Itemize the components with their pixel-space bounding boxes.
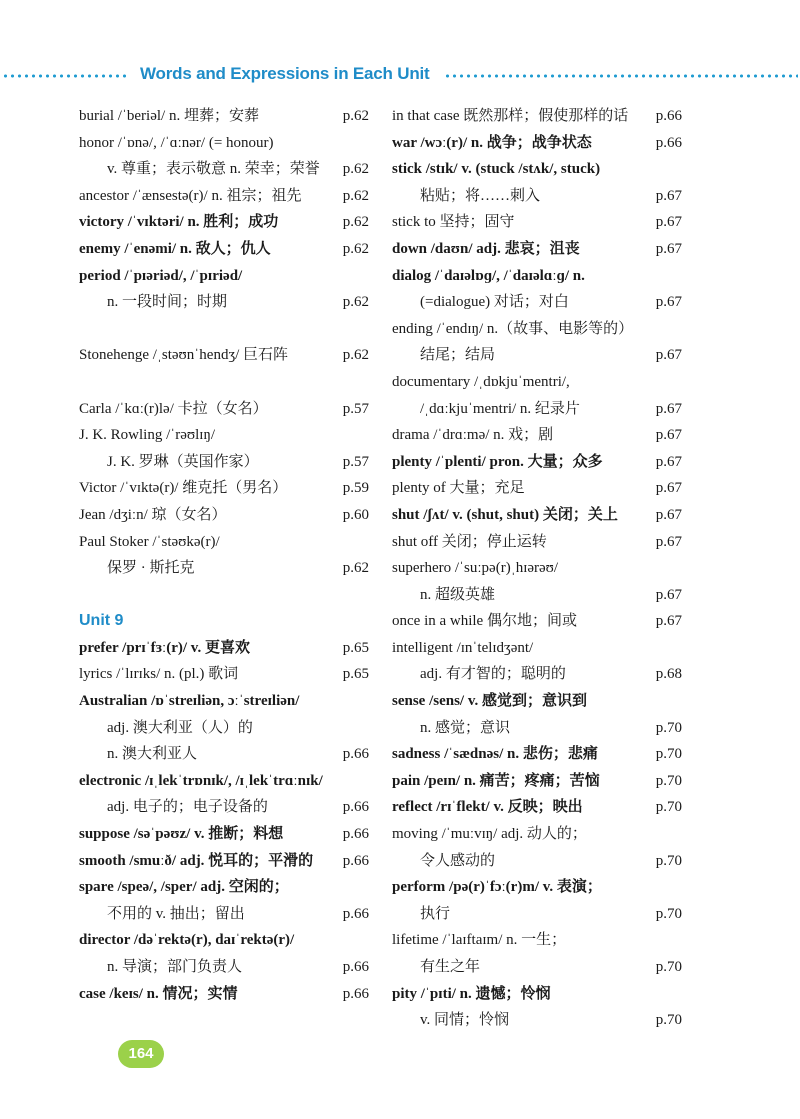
vocab-entry bbox=[79, 263, 369, 290]
entry-text: documentary /ˌdɒkjuˈmentri/, bbox=[392, 373, 570, 390]
entry-page-ref: p.70 bbox=[655, 719, 682, 736]
vocab-entry bbox=[392, 475, 682, 502]
vocab-entry bbox=[79, 768, 369, 795]
vocab-entry bbox=[392, 688, 682, 715]
entry-page-ref: p.62 bbox=[342, 108, 369, 124]
vocab-entry bbox=[79, 156, 369, 183]
entry-page-ref: p.62 bbox=[342, 161, 369, 178]
vocab-entry bbox=[392, 209, 682, 236]
entry-text: once in a while 偶尔地；间或 bbox=[392, 613, 577, 630]
entry-text: stick to 坚持；固守 bbox=[392, 214, 515, 231]
entry-page-ref: p.67 bbox=[655, 294, 682, 311]
entry-text: plenty /ˈplenti/ pron. 大量；众多 bbox=[392, 453, 603, 470]
spacer bbox=[79, 369, 369, 396]
entry-text: Jean /dʒiːn/ 琼（女名） bbox=[79, 506, 227, 523]
entry-text: Carla /ˈkɑː(r)lə/ 卡拉（女名） bbox=[79, 400, 268, 417]
vocab-entry bbox=[79, 927, 369, 954]
vocab-entry bbox=[79, 954, 369, 981]
vocab-entry bbox=[392, 156, 682, 183]
entry-page-ref: p.62 bbox=[342, 187, 369, 204]
vocab-entry bbox=[79, 103, 369, 130]
vocab-entry bbox=[392, 848, 682, 875]
entry-text: shut /ʃʌt/ v. (shut, shut) 关闭；关上 bbox=[392, 506, 618, 523]
vocab-entry bbox=[79, 848, 369, 875]
entry-text: case /keɪs/ n. 情况；实情 bbox=[79, 985, 238, 1002]
entry-text: enemy /ˈenəmi/ n. 敌人；仇人 bbox=[79, 240, 271, 257]
vocab-entry bbox=[79, 715, 369, 742]
spacer bbox=[79, 316, 369, 343]
entry-text: reflect /rɪˈflekt/ v. 反映；映出 bbox=[392, 799, 583, 816]
vocab-entry bbox=[392, 715, 682, 742]
entry-text: shut off 关闭；停止运转 bbox=[392, 533, 547, 550]
entry-text: Paul Stoker /ˈstəʊkə(r)/ bbox=[79, 533, 220, 550]
entry-text: plenty of 大量；充足 bbox=[392, 480, 525, 497]
entry-page-ref: p.66 bbox=[655, 108, 682, 124]
vocab-entry bbox=[392, 608, 682, 635]
entry-text: sadness /ˈsædnəs/ n. 悲伤；悲痛 bbox=[392, 746, 598, 763]
entry-page-ref: p.66 bbox=[342, 985, 369, 1002]
vocab-entry bbox=[392, 422, 682, 449]
entry-page-ref: p.70 bbox=[655, 746, 682, 763]
entry-page-ref: p.67 bbox=[655, 214, 682, 231]
vocab-entry bbox=[79, 130, 369, 157]
entry-text: J. K. 罗琳（英国作家） bbox=[107, 453, 259, 470]
entry-text: honor /ˈɒnə/, /ˈɑːnər/ (= honour) bbox=[79, 134, 274, 151]
vocab-entry bbox=[79, 901, 369, 928]
entry-text: drama /ˈdrɑːmə/ n. 戏；剧 bbox=[392, 427, 554, 444]
entry-text: 令人感动的 bbox=[420, 852, 496, 869]
entry-page-ref: p.70 bbox=[655, 959, 682, 975]
entry-text: victory /ˈvɪktəri/ n. 胜利；成功 bbox=[79, 214, 279, 231]
entry-page-ref: p.67 bbox=[655, 427, 682, 444]
entry-text: Stonehenge /ˌstəʊnˈhendʒ/ 巨石阵 bbox=[79, 347, 289, 364]
entry-page-ref: p.67 bbox=[655, 613, 682, 630]
entry-text: in that case 既然那样；假使那样的话 bbox=[392, 108, 629, 124]
vocab-entry bbox=[392, 502, 682, 529]
entry-page-ref: p.66 bbox=[342, 852, 369, 869]
vocab-entry bbox=[79, 661, 369, 688]
entry-text: 粘贴；将……刺入 bbox=[420, 187, 541, 204]
entry-text: sense /sens/ v. 感觉到；意识到 bbox=[392, 693, 588, 710]
entry-page-ref: p.62 bbox=[342, 294, 369, 311]
entry-page-ref: p.62 bbox=[342, 240, 369, 257]
entry-text: n. 超级英雄 bbox=[420, 586, 496, 603]
vocab-entry bbox=[79, 236, 369, 263]
entry-page-ref: p.70 bbox=[655, 905, 682, 922]
entry-text: v. 尊重；表示敬意 n. 荣幸；荣誉 bbox=[107, 161, 320, 178]
page-header bbox=[0, 62, 800, 90]
header-dots-left bbox=[2, 74, 130, 78]
vocab-entry bbox=[79, 794, 369, 821]
vocab-entry bbox=[392, 449, 682, 476]
vocab-entry bbox=[392, 821, 682, 848]
entry-text: director /dəˈrektə(r), daɪˈrektə(r)/ bbox=[79, 932, 295, 949]
entry-text: pity /ˈpɪti/ n. 遗憾；怜悯 bbox=[392, 985, 551, 1002]
entry-page-ref: p.57 bbox=[342, 400, 369, 417]
entry-page-ref: p.67 bbox=[655, 480, 682, 497]
vocab-entry bbox=[392, 741, 682, 768]
entry-text: stick /stɪk/ v. (stuck /stʌk/, stuck) bbox=[392, 161, 601, 178]
entry-page-ref: p.62 bbox=[342, 214, 369, 231]
vocab-entry bbox=[392, 1007, 682, 1034]
vocab-entry bbox=[392, 661, 682, 688]
entry-page-ref: p.66 bbox=[342, 959, 369, 975]
entry-text: superhero /ˈsuːpə(r)ˌhɪərəʊ/ bbox=[392, 560, 559, 577]
entry-page-ref: p.67 bbox=[655, 240, 682, 257]
vocab-entry bbox=[392, 954, 682, 981]
entry-page-ref: p.67 bbox=[655, 400, 682, 417]
vocab-entry bbox=[392, 981, 682, 1008]
entry-text: n. 感觉；意识 bbox=[420, 719, 511, 736]
vocab-entry bbox=[392, 582, 682, 609]
vocab-entry bbox=[79, 209, 369, 236]
entry-text: smooth /smuːð/ adj. 悦耳的；平滑的 bbox=[79, 852, 314, 869]
vocab-entry bbox=[392, 263, 682, 290]
entry-page-ref: p.59 bbox=[342, 480, 369, 497]
entry-text: /ˌdɑːkjuˈmentri/ n. 纪录片 bbox=[420, 400, 580, 417]
entry-page-ref: p.60 bbox=[342, 506, 369, 523]
entry-page-ref: p.68 bbox=[655, 666, 682, 683]
entry-page-ref: p.62 bbox=[342, 560, 369, 577]
header-dots-right bbox=[444, 74, 798, 78]
header-title: Words and Expressions in Each Unit bbox=[140, 64, 430, 83]
entry-text: 结尾；结局 bbox=[420, 347, 496, 364]
entry-text: 执行 bbox=[420, 905, 451, 922]
entry-text: J. K. Rowling /ˈrəʊlɪŋ/ bbox=[79, 427, 216, 444]
vocab-entry bbox=[79, 555, 369, 582]
entry-text: dialog /ˈdaɪəlɒɡ/, /ˈdaɪəlɑːɡ/ n. bbox=[392, 267, 585, 284]
entry-text: v. 同情；怜悯 bbox=[420, 1012, 510, 1029]
entry-text: period /ˈpɪəriəd/, /ˈpɪriəd/ bbox=[79, 267, 243, 284]
vocab-entry bbox=[79, 821, 369, 848]
entry-page-ref: p.57 bbox=[342, 453, 369, 470]
vocab-entry bbox=[79, 688, 369, 715]
entry-text: lifetime /ˈlaɪftaɪm/ n. 一生； bbox=[392, 932, 567, 949]
vocab-entry bbox=[392, 874, 682, 901]
vocab-entry bbox=[392, 183, 682, 210]
vocab-entry bbox=[79, 449, 369, 476]
entry-text: 不用的 v. 抽出；留出 bbox=[107, 905, 245, 922]
vocab-entry bbox=[392, 555, 682, 582]
vocab-entry bbox=[79, 529, 369, 556]
entry-text: war /wɔː(r)/ n. 战争；战争状态 bbox=[392, 134, 592, 151]
vocab-entry bbox=[79, 342, 369, 369]
entry-text: 有生之年 bbox=[420, 959, 481, 975]
entry-text: (=dialogue) 对话；对白 bbox=[420, 294, 569, 311]
entry-text: pain /peɪn/ n. 痛苦；疼痛；苦恼 bbox=[392, 772, 600, 789]
vocab-entry bbox=[79, 422, 369, 449]
entry-page-ref: p.67 bbox=[655, 586, 682, 603]
entry-text: Australian /ɒˈstreɪliən, ɔːˈstreɪliən/ bbox=[79, 693, 300, 710]
entry-page-ref: p.70 bbox=[655, 1012, 682, 1029]
entry-text: n. 澳大利亚人 bbox=[107, 746, 198, 763]
entry-page-ref: p.66 bbox=[342, 799, 369, 816]
entry-text: down /daʊn/ adj. 悲哀；沮丧 bbox=[392, 240, 580, 257]
vocab-entry bbox=[79, 289, 369, 316]
vocab-entry bbox=[392, 768, 682, 795]
entry-text: spare /speə/, /sper/ adj. 空闲的； bbox=[79, 879, 289, 896]
vocab-entry bbox=[79, 874, 369, 901]
vocab-entry bbox=[79, 502, 369, 529]
vocab-entry bbox=[392, 316, 682, 343]
vocab-entry bbox=[392, 635, 682, 662]
vocab-entry bbox=[79, 183, 369, 210]
vocab-entry bbox=[392, 103, 682, 130]
entry-page-ref: p.66 bbox=[342, 826, 369, 843]
vocab-entry bbox=[79, 396, 369, 423]
entry-page-ref: p.70 bbox=[655, 799, 682, 816]
vocab-entry bbox=[392, 342, 682, 369]
entry-text: perform /pə(r)ˈfɔː(r)m/ v. 表演； bbox=[392, 879, 602, 896]
vocab-entry bbox=[392, 289, 682, 316]
entry-text: intelligent /ɪnˈtelɪdʒənt/ bbox=[392, 639, 534, 656]
entry-page-ref: p.70 bbox=[655, 852, 682, 869]
spacer bbox=[79, 582, 369, 609]
vocab-entry bbox=[79, 741, 369, 768]
vocab-entry bbox=[392, 794, 682, 821]
unit-title: Unit 9 bbox=[79, 612, 124, 630]
entry-page-ref: p.67 bbox=[655, 506, 682, 523]
vocab-entry bbox=[392, 396, 682, 423]
entry-page-ref: p.70 bbox=[655, 772, 682, 789]
entry-text: adj. 有才智的；聪明的 bbox=[420, 666, 566, 683]
unit-heading bbox=[79, 608, 369, 635]
entry-page-ref: p.65 bbox=[342, 666, 369, 683]
entry-page-ref: p.67 bbox=[655, 533, 682, 550]
vocab-entry bbox=[392, 236, 682, 263]
vocab-entry bbox=[79, 475, 369, 502]
vocab-entry bbox=[79, 981, 369, 1008]
entry-text: ancestor /ˈænsestə(r)/ n. 祖宗；祖先 bbox=[79, 187, 302, 204]
vocab-entry bbox=[392, 130, 682, 157]
vocab-entry bbox=[392, 927, 682, 954]
entry-text: adj. 澳大利亚（人）的 bbox=[107, 719, 253, 736]
entry-page-ref: p.66 bbox=[342, 905, 369, 922]
entry-text: moving /ˈmuːvɪŋ/ adj. 动人的； bbox=[392, 826, 587, 843]
left-column bbox=[79, 103, 369, 1007]
entry-page-ref: p.66 bbox=[342, 746, 369, 763]
entry-text: lyrics /ˈlɪrɪks/ n. (pl.) 歌词 bbox=[79, 666, 239, 683]
entry-text: prefer /prɪˈfɜː(r)/ v. 更喜欢 bbox=[79, 639, 250, 656]
vocab-entry bbox=[392, 369, 682, 396]
vocab-entry bbox=[79, 635, 369, 662]
entry-page-ref: p.67 bbox=[655, 453, 682, 470]
page-number-badge: 164 bbox=[118, 1040, 164, 1068]
right-column bbox=[392, 103, 682, 1034]
entry-text: adj. 电子的；电子设备的 bbox=[107, 799, 268, 816]
entry-page-ref: p.62 bbox=[342, 347, 369, 364]
entry-text: burial /ˈberiəl/ n. 埋葬；安葬 bbox=[79, 108, 259, 124]
vocab-entry bbox=[392, 529, 682, 556]
entry-page-ref: p.67 bbox=[655, 347, 682, 364]
entry-text: n. 导演；部门负责人 bbox=[107, 959, 243, 975]
entry-text: Victor /ˈvɪktə(r)/ 维克托（男名） bbox=[79, 480, 288, 497]
vocab-entry bbox=[392, 901, 682, 928]
entry-text: suppose /səˈpəʊz/ v. 推断；料想 bbox=[79, 826, 284, 843]
entry-page-ref: p.65 bbox=[342, 639, 369, 656]
entry-text: electronic /ɪˌlekˈtrɒnɪk/, /ɪˌlekˈtrɑːnɪk/ bbox=[79, 772, 323, 789]
entry-page-ref: p.67 bbox=[655, 187, 682, 204]
entry-page-ref: p.66 bbox=[655, 134, 682, 151]
entry-text: n. 一段时间；时期 bbox=[107, 294, 228, 311]
entry-text: ending /ˈendɪŋ/ n.（故事、电影等的） bbox=[392, 320, 634, 337]
entry-text: 保罗 · 斯托克 bbox=[107, 560, 195, 577]
